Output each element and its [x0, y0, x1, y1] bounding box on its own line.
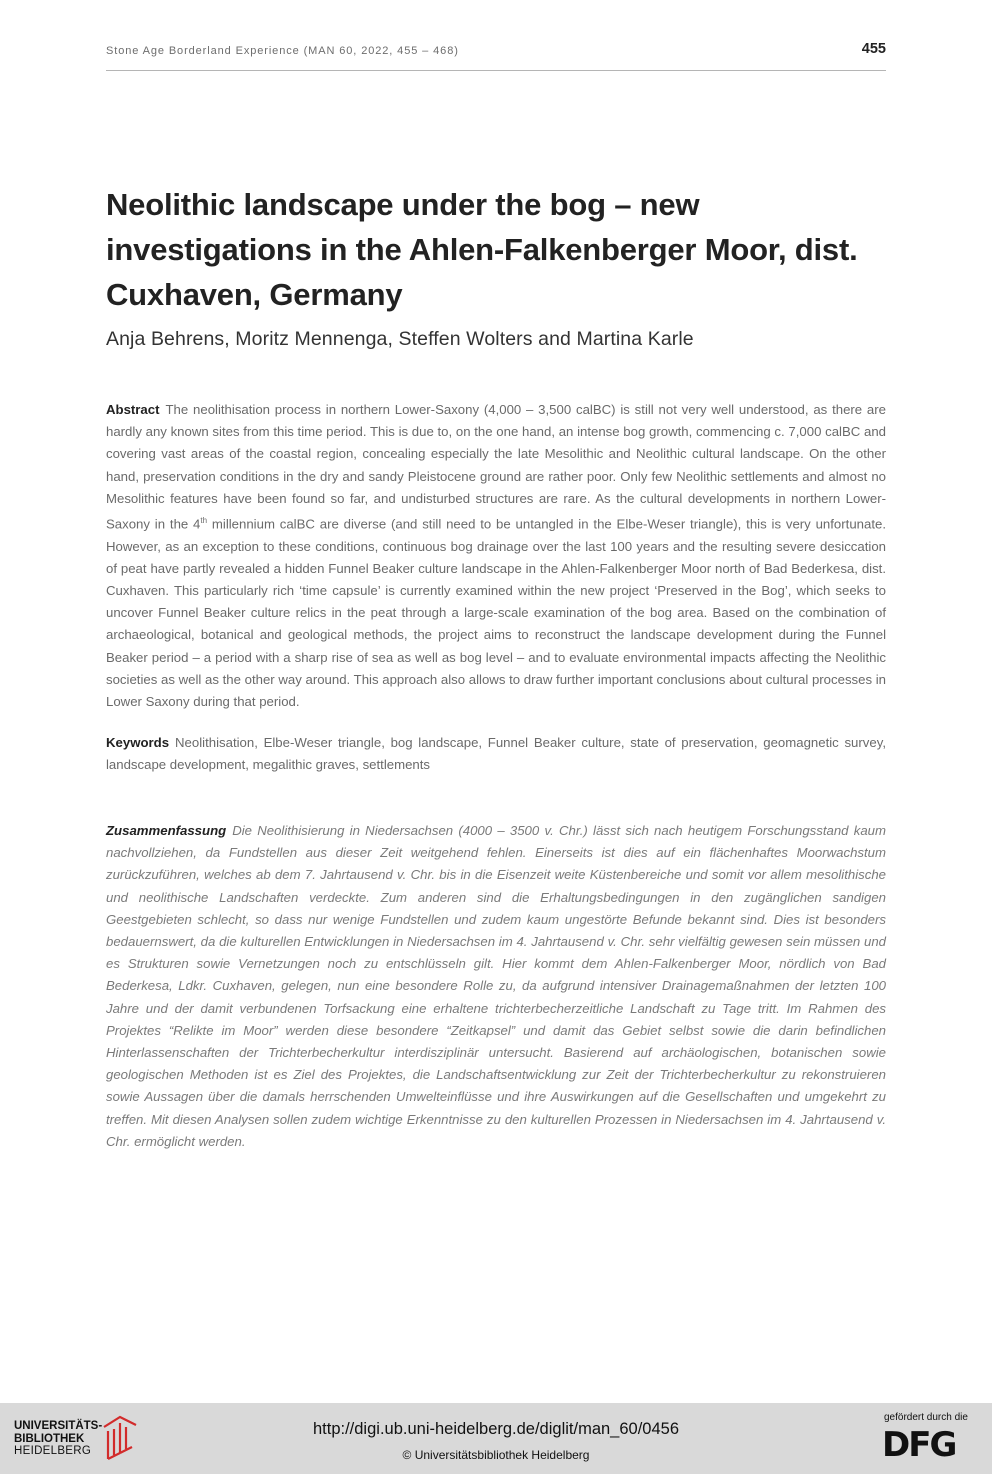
- dfg-logo-icon: DFG: [882, 1425, 956, 1465]
- article-authors: Anja Behrens, Moritz Mennenga, Steffen Wolters and Martina Karle: [106, 328, 694, 350]
- abstract-text-part-2: millennium calBC are diverse (and still need to be untangled in the Elbe-Weser triangle), this is very unfortunate. However, as an exception to these conditions, continuous bog drainage over the last 100 years and the resulting severe desiccation of peat have partly revealed a hidden Funnel Beaker culture landscape in the Ahlen-Falkenberger Moor north of Bad Bederkesa, dist. Cuxhaven. This particularly rich ‘time capsule’ is currently examined within the new project ‘Preserved in the Bog’, which seeks to uncover Funnel Beaker culture relics in the peat through a large-scale examination of the bog area. Based on the combination of archaeological, botanical and geological methods, the project aims to reconstruct the landscape development during the Funnel Beaker period – a period with a sharp rise of sea as well as bog level – and to evaluate environmental impacts affecting the Neolithic societies as well as the other way around. This approach also allows to draw further important conclusions about cultural processes in Lower Saxony during that period.: [106, 516, 886, 710]
- source-url[interactable]: http://digi.ub.uni-heidelberg.de/diglit/man_60/0456: [312, 1420, 679, 1438]
- digitization-footer: [0, 1403, 992, 1474]
- running-header: [106, 41, 886, 71]
- zusammenfassung-text: Die Neolithisierung in Niedersachsen (4000 – 3500 v. Chr.) lässt sich nach heutigem Forschungsstand kaum nachvollziehen, da Fundstellen aus dieser Zeit weitgehend fehlen. Einerseits ist dies auf ein flächenhaftes Moorwachstum zurückzuführen, welches ab dem 7. Jahrtausend v. Chr. bis in die Eisenzeit weite Küstenbereiche und somit vor allem mesolithische und neolithische Landschaften verdeckte. Zum anderen sind die Erhaltungsbedingungen in den zugänglichen sandigen Geestgebieten schlecht, so dass nur wenige Fundstellen und zudem kaum ungestörte Befunde bekannt sind. Dies ist besonders bedauernswert, da die kulturellen Entwicklungen in Niedersachsen im 4. Jahrtausend v. Chr. sehr vielfältig gewesen sein müssen und es Strukturen sowie Vernetzungen noch zu entschlüsseln gilt. Hier kommt dem Ahlen-Falkenberger Moor, nördlich von Bad Bederkesa, Ldkr. Cuxhaven, gelegen, nun eine besondere Rolle zu, da aufgrund intensiver Drainagemaßnahmen der letzten 100 Jahre und der damit verbundenen Torfsackung eine erhaltene trichterbecherzeitliche Landschaft zu Tage tritt. Im Rahmen des Projektes “Relikte im Moor” werden diese besondere “Zeitkapsel” und damit das Gebiet selbst sowie die darin befindlichen Hinterlassenschaften der Trichterbecherkultur interdisziplinär untersucht. Basierend auf archäologischen, botanischen sowie geologischen Methoden ist es Ziel des Projektes, die Landschaftsentwicklung zur Zeit der Trichterbecherkultur zu rekonstruieren sowie Aussagen über die damals herrschenden Umwelteinflüsse und ihre Auswirkungen auf die Gesellschaften und umgekehrt zu treffen. Mit diesen Analysen sollen zudem wichtige Erkenntnisse zu den kulturellen Prozessen in Niedersachsen im 4. Jahrtausend v. Chr. ermöglicht werden.: [106, 823, 886, 1149]
- article-title: Neolithic landscape under the bog – new investigations in the Ahlen-Falkenberger Moor, dist. Cuxhaven, Germany: [106, 187, 858, 312]
- page-number: 455: [861, 41, 886, 57]
- abstract-superscript: th: [200, 516, 208, 526]
- keywords-paragraph: [106, 732, 886, 776]
- library-name-line-3: HEIDELBERG: [14, 1445, 92, 1457]
- abstract-label: Abstract: [106, 402, 160, 417]
- zusammenfassung-paragraph: [106, 820, 886, 1153]
- abstract-paragraph: [106, 399, 886, 713]
- library-name-line-1: UNIVERSITÄTS-: [14, 1420, 103, 1432]
- copyright-notice: © Universitätsbibliothek Heidelberg: [402, 1448, 590, 1462]
- abstract-text-part-1: The neolithisation process in northern Lower-Saxony (4,000 – 3,500 calBC) is still not very well understood, as there are hardly any known sites from this time period. This is due to, on the one hand, an intense bog growth, commencing c. 7,000 calBC and covering vast areas of the coastal region, concealing especially the late Mesolithic and Neolithic cultural landscape. On the other hand, preservation conditions in the dry and sandy Pleistocene ground are rather poor. Only few Neolithic settlements and almost no Mesolithic features have been found so far, and undisturbed structures are rare. As the cultural developments in northern Lower-Saxony in the 4: [106, 402, 886, 532]
- running-title: Stone Age Borderland Experience (MAN 60, 2022, 455 – 468): [106, 45, 459, 57]
- library-name-line-2: BIBLIOTHEK: [14, 1432, 85, 1445]
- zusammenfassung-label: Zusammenfassung: [106, 823, 227, 838]
- funding-note: gefördert durch die: [884, 1412, 968, 1423]
- keywords-text: Neolithisation, Elbe-Weser triangle, bog landscape, Funnel Beaker culture, state of preservation, geomagnetic survey, landscape development, megalithic graves, settlements: [106, 735, 886, 773]
- keywords-label: Keywords: [106, 735, 170, 750]
